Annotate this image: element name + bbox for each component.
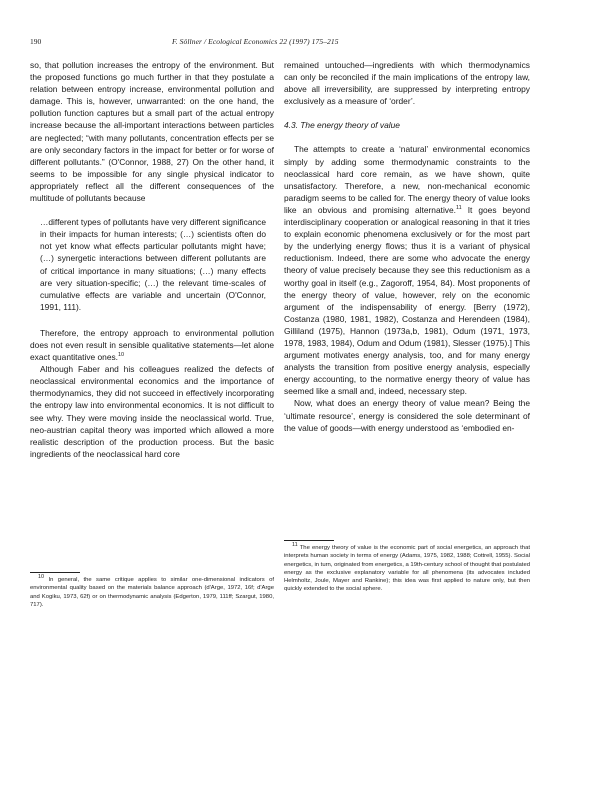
- footnote-divider-right: [284, 540, 334, 541]
- page-number: 190: [30, 37, 42, 46]
- footnote-11: [284, 544, 530, 594]
- block-quote-oconnor: …different types of pollutants have very different significance in their impacts for human interests; (…) scientists often do not yet know what effects particular pollutants might have; (…) synergetic interactions between different pollutants are of critical importance in many situations; (…) many effects are very situation-specific; (…) the relevant time-scales of cumulative effects are variable and uncertain (O'Connor, 1991, 111).: [40, 217, 266, 312]
- footnote-ref-10: 10: [118, 352, 125, 359]
- paragraph-energy-theory: [284, 143, 530, 397]
- footnote-10: [30, 576, 274, 609]
- footnote-11-text: The energy theory of value is the economic part of social energetics, an approach that interprets human society in terms of energy (Adams, 1975, 1982, 1988; Cottrell, 1955). Social energetics, in turn, originated from energetics, a 19th-century school of thought that postulated energy as the exclusive explanatory variable for all phenomena (its advocates included Helmholtz, Joule, Mayer and Rankine); this idea was first applied to nature only, but then quickly extended to the social sphere.: [284, 545, 530, 593]
- paragraph-energy-theory-text-b: It goes beyond interdisciplinary cooperation or analogical reasoning in that it tries to explain economic phenomena exclusively or for the most part by the underlying energy flows; thus it is a variant of physical reductionism. Indeed, there are some who advocate the energy theory of value precisely because they see this reductionism as a worthy goal in itself (e.g., Zagoroff, 1954, 84). Most proponents of the energy theory of value, however, rely on the economic argument of the indispensability of energy. [Berry (1972), Costanza (1980, 1981, 1982), Costanza and Herendeen (1984), Gilliland (1975), Hannon (1973a,b, 1981), Odum (1971, 1973, 1978, 1983, 1984), Odum and Odum (1981), Slesser (1975).] This argument motivates energy analysis, too, and for many energy analysts the transition from positive energy analysis, especially energy accounting, to the normative energy theory of value has seemed like a small and, indeed, necessary step.: [284, 204, 530, 397]
- footnote-10-mark: 10: [38, 574, 45, 581]
- paragraph-faber-critique: Although Faber and his colleagues realized the defects of neoclassical environmental economics and the importance of thermodynamics, they did not succeed in effectively incorporating the entropy law into environmental economics. It is not difficult to see why. They were moving inside the neoclassical world. True, neo-austrian capital theory was imported which allowed a more realistic description of the production process. But the basic ingredients of the neoclassical hard core: [30, 364, 274, 459]
- paragraph-entropy-approach-text: Therefore, the entropy approach to environmental pollution does not even result in sensible qualitative statements—let alone exact quantitative ones.: [30, 327, 274, 363]
- right-column: [284, 59, 530, 434]
- paragraph-remained-untouched: remained untouched—ingredients with which thermodynamics can only be reconciled if the main implications of the entropy law, above all irreversibility, are suppressed by interpreting entropy exclusively as a measure of ‘order’.: [284, 60, 530, 107]
- footnote-ref-11: 11: [455, 205, 462, 212]
- page-header: [30, 37, 582, 49]
- paragraph-pollution-entropy: so, that pollution increases the entropy of the environment. But the proposed functions go much further in that they postulate a relation between entropy increase, environmental pollution and damage. This is, however, unwarranted: on the one hand, the pollution function captures but a small part of the actual entropy increase because the all-important interactions between particles are neglected; “with many pollutants, concentration effects per se are only secondary factors in the impact for better or for worse of different pollutants.” (O'Connor, 1988, 27) On the other hand, it seems to be impossible for any single physical indicator to appropriately reflect all the different consequences of the multitude of pollutants because: [30, 60, 274, 204]
- footnote-11-mark: 11: [292, 542, 298, 549]
- running-head: F. Söllner / Ecological Economics 22 (1997) 175–215: [172, 37, 339, 46]
- section-heading: 4.3. The energy theory of value: [284, 120, 400, 131]
- paragraph-entropy-approach: [30, 327, 274, 363]
- paragraph-ultimate-resource: Now, what does an energy theory of value mean? Being the ‘ultimate resource’, energy is considered the sole determinant of the value of goods—with energy understood as ‘embodied en-: [284, 398, 530, 433]
- left-column: [30, 59, 274, 460]
- footnote-divider-left: [30, 572, 80, 573]
- paragraph-energy-theory-text-a: The attempts to create a ‘natural’ environmental economics simply by adding some thermodynamic constraints to the neoclassical hard core remain, as we have shown, quite unsatisfactory. Therefore, a new, non-mechanical economic paradigm seems to be called for. The energy theory of value looks like an obvious and promising alternative.: [284, 144, 530, 215]
- footnote-10-text: In general, the same critique applies to similar one-dimensional indicators of environmental quality based on the materials balance approach (d'Arge, 1972, 16f; d'Arge and Kogiku, 1973, 62f) or on thermodynamic analysis (Edgerton, 1979, 111ff; Szargut, 1980, 717).: [30, 577, 275, 608]
